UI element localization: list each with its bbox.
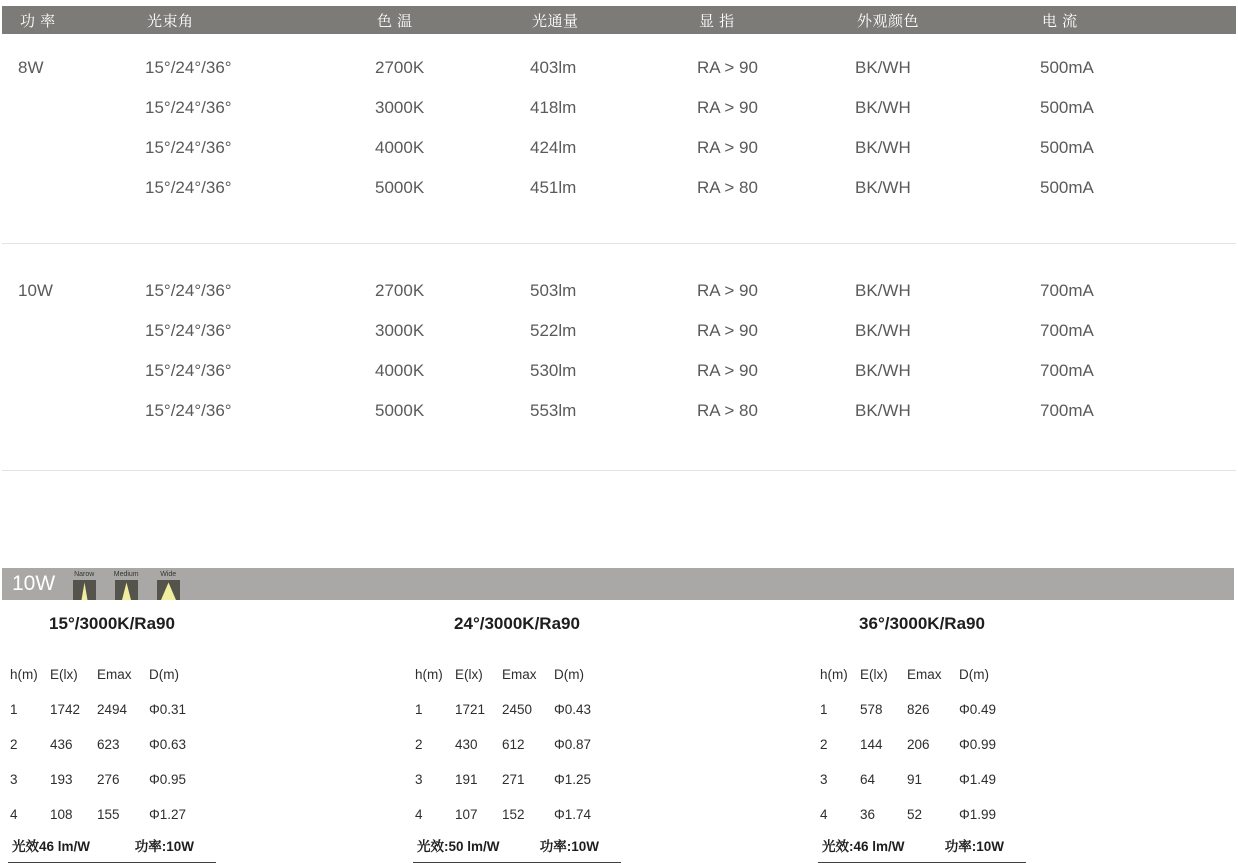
pt-footer	[413, 835, 621, 863]
pt-header-cell: Emax	[907, 667, 942, 682]
photometric-table-title: 36°/3000K/Ra90	[859, 614, 985, 633]
spec-header-cell-current: 电 流	[1042, 12, 1078, 30]
pt-cell: 4	[820, 807, 828, 822]
spec-cell: 418lm	[530, 98, 577, 117]
medium-beam-icon	[113, 571, 139, 600]
beam-label: Medium	[113, 571, 139, 578]
pt-cell: 826	[907, 702, 930, 717]
spec-cell: 2700K	[375, 281, 425, 300]
spec-cell: 15°/24°/36°	[145, 401, 232, 420]
spec-cell: 15°/24°/36°	[145, 361, 232, 380]
pt-cell: 3	[10, 772, 18, 787]
spec-cell: BK/WH	[855, 361, 911, 380]
pt-cell: 1	[10, 702, 18, 717]
spec-cell: 5000K	[375, 401, 425, 420]
pt-cell: 191	[455, 772, 478, 787]
pt-footer	[818, 835, 1026, 863]
spec-row	[0, 391, 1238, 431]
spec-cell: RA > 80	[697, 178, 758, 197]
wide-beam-icon	[155, 571, 181, 600]
section-divider	[2, 470, 1236, 471]
efficacy-label: 光效46 lm/W	[12, 839, 91, 854]
spec-cell: 3000K	[375, 98, 425, 117]
pt-header-cell: D(m)	[959, 667, 989, 682]
spec-header-cell-beam-angle: 光束角	[147, 12, 194, 30]
pt-cell: 2494	[97, 702, 128, 717]
pt-header-cell: D(m)	[149, 667, 179, 682]
spec-cell: 700mA	[1040, 361, 1094, 380]
spec-cell: 700mA	[1040, 401, 1094, 420]
spec-cell: 553lm	[530, 401, 577, 420]
spec-row	[0, 311, 1238, 351]
pt-cell: 436	[50, 737, 73, 752]
pt-cell: 1742	[50, 702, 81, 717]
pt-header-cell: Emax	[502, 667, 537, 682]
photometric-table-36	[818, 600, 1026, 863]
spec-cell: RA > 90	[697, 138, 758, 157]
power-label: 功率:10W	[134, 839, 194, 854]
spec-cell: 15°/24°/36°	[145, 178, 232, 197]
pt-cell: Φ1.99	[959, 807, 997, 822]
spec-row	[0, 351, 1238, 391]
spec-cell: 503lm	[530, 281, 577, 300]
efficacy-label: 光效:50 lm/W	[417, 839, 500, 854]
pt-cell: 91	[907, 772, 923, 787]
pt-cell: 1	[820, 702, 828, 717]
spec-cell: 700mA	[1040, 281, 1094, 300]
spec-cell: 4000K	[375, 138, 425, 157]
pt-cell: 52	[907, 807, 923, 822]
pt-cell: 155	[97, 807, 120, 822]
pt-cell: Φ0.43	[554, 702, 592, 717]
pt-cell: Φ1.27	[149, 807, 187, 822]
pt-cell: 4	[10, 807, 18, 822]
photometric-section	[2, 568, 1234, 863]
pt-cell: 36	[860, 807, 876, 822]
spec-cell: BK/WH	[855, 178, 911, 197]
spec-header-cell-cri: 显 指	[699, 12, 735, 30]
spec-cell: 3000K	[375, 321, 425, 340]
pt-cell: 2450	[502, 702, 533, 717]
spec-cell: BK/WH	[855, 401, 911, 420]
narrow-beam-triangle-icon	[73, 580, 96, 600]
pt-cell: 578	[860, 702, 883, 717]
photometric-table-24	[413, 600, 621, 863]
beam-label: Narow	[74, 571, 95, 578]
pt-cell: 430	[455, 737, 478, 752]
spec-row	[0, 128, 1238, 168]
photometric-table-title: 15°/3000K/Ra90	[49, 614, 175, 633]
spec-cell: BK/WH	[855, 138, 911, 157]
power-cell: 10W	[18, 281, 53, 300]
pt-cell: 3	[415, 772, 423, 787]
spec-cell: 451lm	[530, 178, 577, 197]
efficacy-label: 光效:46 lm/W	[822, 839, 905, 854]
spec-cell: 2700K	[375, 58, 425, 77]
spec-cell: 424lm	[530, 138, 577, 157]
pt-cell: 64	[860, 772, 876, 787]
spec-cell: 15°/24°/36°	[145, 138, 232, 157]
photometric-table-15	[8, 600, 216, 863]
spec-row	[0, 271, 1238, 311]
power-label: 功率:10W	[539, 839, 599, 854]
pt-cell: 612	[502, 737, 525, 752]
pt-cell: Φ0.63	[149, 737, 187, 752]
pt-cell: Φ1.74	[554, 807, 592, 822]
narrow-beam-icon	[71, 571, 97, 600]
photometric-table-title: 24°/3000K/Ra90	[454, 614, 580, 633]
spec-cell: RA > 90	[697, 98, 758, 117]
spec-cell: 15°/24°/36°	[145, 58, 232, 77]
spec-cell: 403lm	[530, 58, 577, 77]
pt-cell: 107	[455, 807, 478, 822]
spec-cell: 15°/24°/36°	[145, 281, 232, 300]
power-bar-label: 10W	[12, 572, 56, 595]
pt-cell: 623	[97, 737, 120, 752]
spec-cell: BK/WH	[855, 281, 911, 300]
pt-cell: 2	[820, 737, 828, 752]
spec-row	[0, 168, 1238, 208]
pt-cell: Φ0.87	[554, 737, 592, 752]
pt-cell: 108	[50, 807, 73, 822]
spec-row	[0, 48, 1238, 88]
pt-header-cell: E(lx)	[455, 667, 483, 682]
pt-cell: 4	[415, 807, 423, 822]
pt-cell: Φ0.31	[149, 702, 187, 717]
spec-cell: RA > 90	[697, 281, 758, 300]
spec-cell: RA > 90	[697, 361, 758, 380]
spec-cell: 700mA	[1040, 321, 1094, 340]
pt-cell: Φ1.25	[554, 772, 592, 787]
spec-group-8w	[0, 48, 1238, 208]
pt-cell: 2	[415, 737, 423, 752]
pt-footer	[8, 835, 216, 863]
pt-cell: 206	[907, 737, 930, 752]
pt-header-cell: D(m)	[554, 667, 584, 682]
pt-cell: 1	[415, 702, 423, 717]
spec-header-cell-cct: 色 温	[377, 12, 413, 30]
spec-cell: 15°/24°/36°	[145, 98, 232, 117]
spec-header-cell-flux: 光通量	[532, 12, 579, 30]
spec-cell: RA > 80	[697, 401, 758, 420]
pt-cell: 193	[50, 772, 73, 787]
spec-cell: BK/WH	[855, 58, 911, 77]
spec-group-10w	[0, 271, 1238, 431]
power-cell: 8W	[18, 58, 44, 77]
spec-cell: 500mA	[1040, 98, 1094, 117]
power-label: 功率:10W	[944, 839, 1004, 854]
pt-cell: 2	[10, 737, 18, 752]
pt-cell: Φ1.49	[959, 772, 997, 787]
spec-cell: RA > 90	[697, 321, 758, 340]
spec-row	[0, 88, 1238, 128]
beam-icon-group	[71, 568, 181, 600]
spec-cell: 522lm	[530, 321, 577, 340]
pt-cell: Φ0.49	[959, 702, 997, 717]
medium-beam-triangle-icon	[115, 580, 138, 600]
spec-cell: 530lm	[530, 361, 577, 380]
pt-cell: 1721	[455, 702, 486, 717]
spec-cell: 5000K	[375, 178, 425, 197]
section-divider	[2, 243, 1236, 244]
spec-table-header	[2, 6, 1236, 34]
spec-cell: BK/WH	[855, 321, 911, 340]
power-bar	[2, 568, 1234, 600]
spec-header-cell-power: 功 率	[20, 12, 56, 30]
spec-cell: 15°/24°/36°	[145, 321, 232, 340]
pt-cell: 152	[502, 807, 525, 822]
pt-header-cell: Emax	[97, 667, 132, 682]
spec-cell: RA > 90	[697, 58, 758, 77]
pt-cell: 144	[860, 737, 883, 752]
pt-header-cell: h(m)	[415, 667, 443, 682]
pt-header-cell: E(lx)	[50, 667, 78, 682]
pt-cell: Φ0.99	[959, 737, 997, 752]
pt-cell: 271	[502, 772, 525, 787]
spec-cell: 500mA	[1040, 58, 1094, 77]
pt-header-cell: h(m)	[10, 667, 38, 682]
spec-header-cell-finish: 外观颜色	[857, 12, 920, 30]
photometric-grid	[8, 657, 216, 832]
pt-header-cell: E(lx)	[860, 667, 888, 682]
beam-label: Wide	[160, 571, 177, 578]
spec-cell: 500mA	[1040, 178, 1094, 197]
pt-cell: Φ0.95	[149, 772, 187, 787]
pt-cell: 3	[820, 772, 828, 787]
spec-cell: 500mA	[1040, 138, 1094, 157]
spec-cell: 4000K	[375, 361, 425, 380]
photometric-grid	[413, 657, 621, 832]
photometric-grid	[818, 657, 1026, 832]
pt-cell: 276	[97, 772, 120, 787]
wide-beam-triangle-icon	[157, 580, 180, 600]
spec-cell: BK/WH	[855, 98, 911, 117]
pt-header-cell: h(m)	[820, 667, 848, 682]
